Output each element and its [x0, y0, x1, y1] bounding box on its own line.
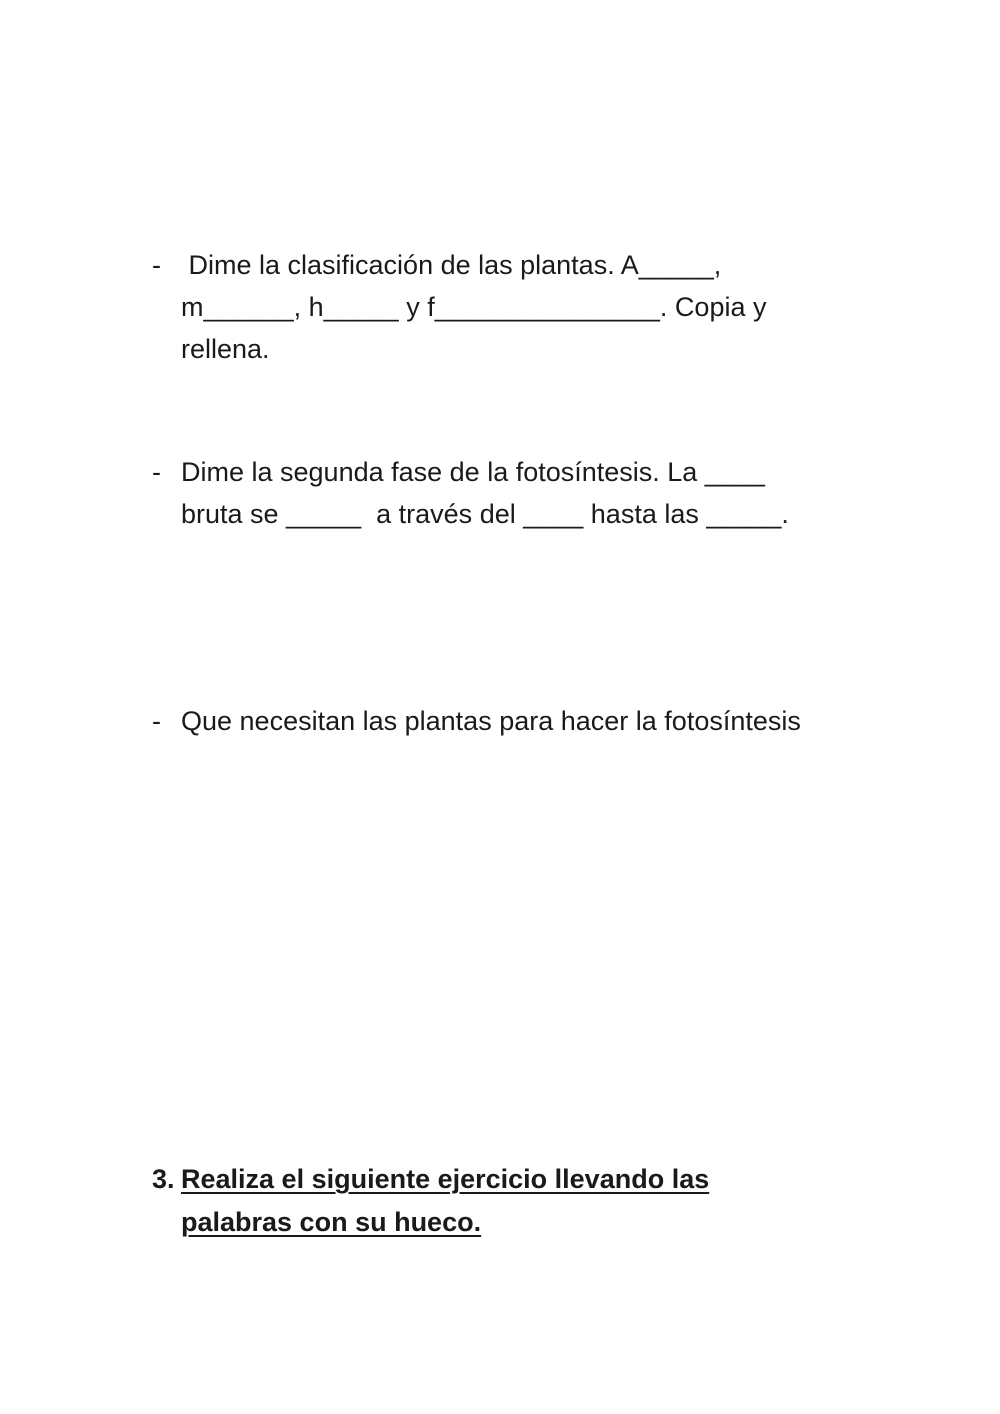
question-text-line: rellena.	[181, 334, 270, 364]
bullet-dash: -	[152, 706, 161, 736]
question-second-phase	[152, 451, 912, 535]
question-text-line: Dime la segunda fase de la fotosíntesis. La ____	[181, 457, 765, 487]
question-text-line: Que necesitan las plantas para hacer la fotosíntesis	[181, 706, 801, 736]
question-classification	[152, 244, 912, 370]
bullet-dash: -	[152, 457, 161, 487]
question-text-line: Dime la clasificación de las plantas. A_____,	[181, 250, 722, 280]
bullet-dash: -	[152, 250, 161, 280]
question-text-line: m______, h_____ y f_______________. Copia y	[181, 292, 767, 322]
section-title-line: palabras con su hueco.	[181, 1207, 482, 1237]
section-title-line: Realiza el siguiente ejercicio llevando las	[181, 1164, 710, 1194]
section-number: 3.	[152, 1164, 175, 1194]
question-text-line: bruta se _____ a través del ____ hasta las _____.	[181, 499, 789, 529]
question-photosynthesis-needs	[152, 700, 912, 742]
section-3-heading	[152, 1158, 912, 1244]
